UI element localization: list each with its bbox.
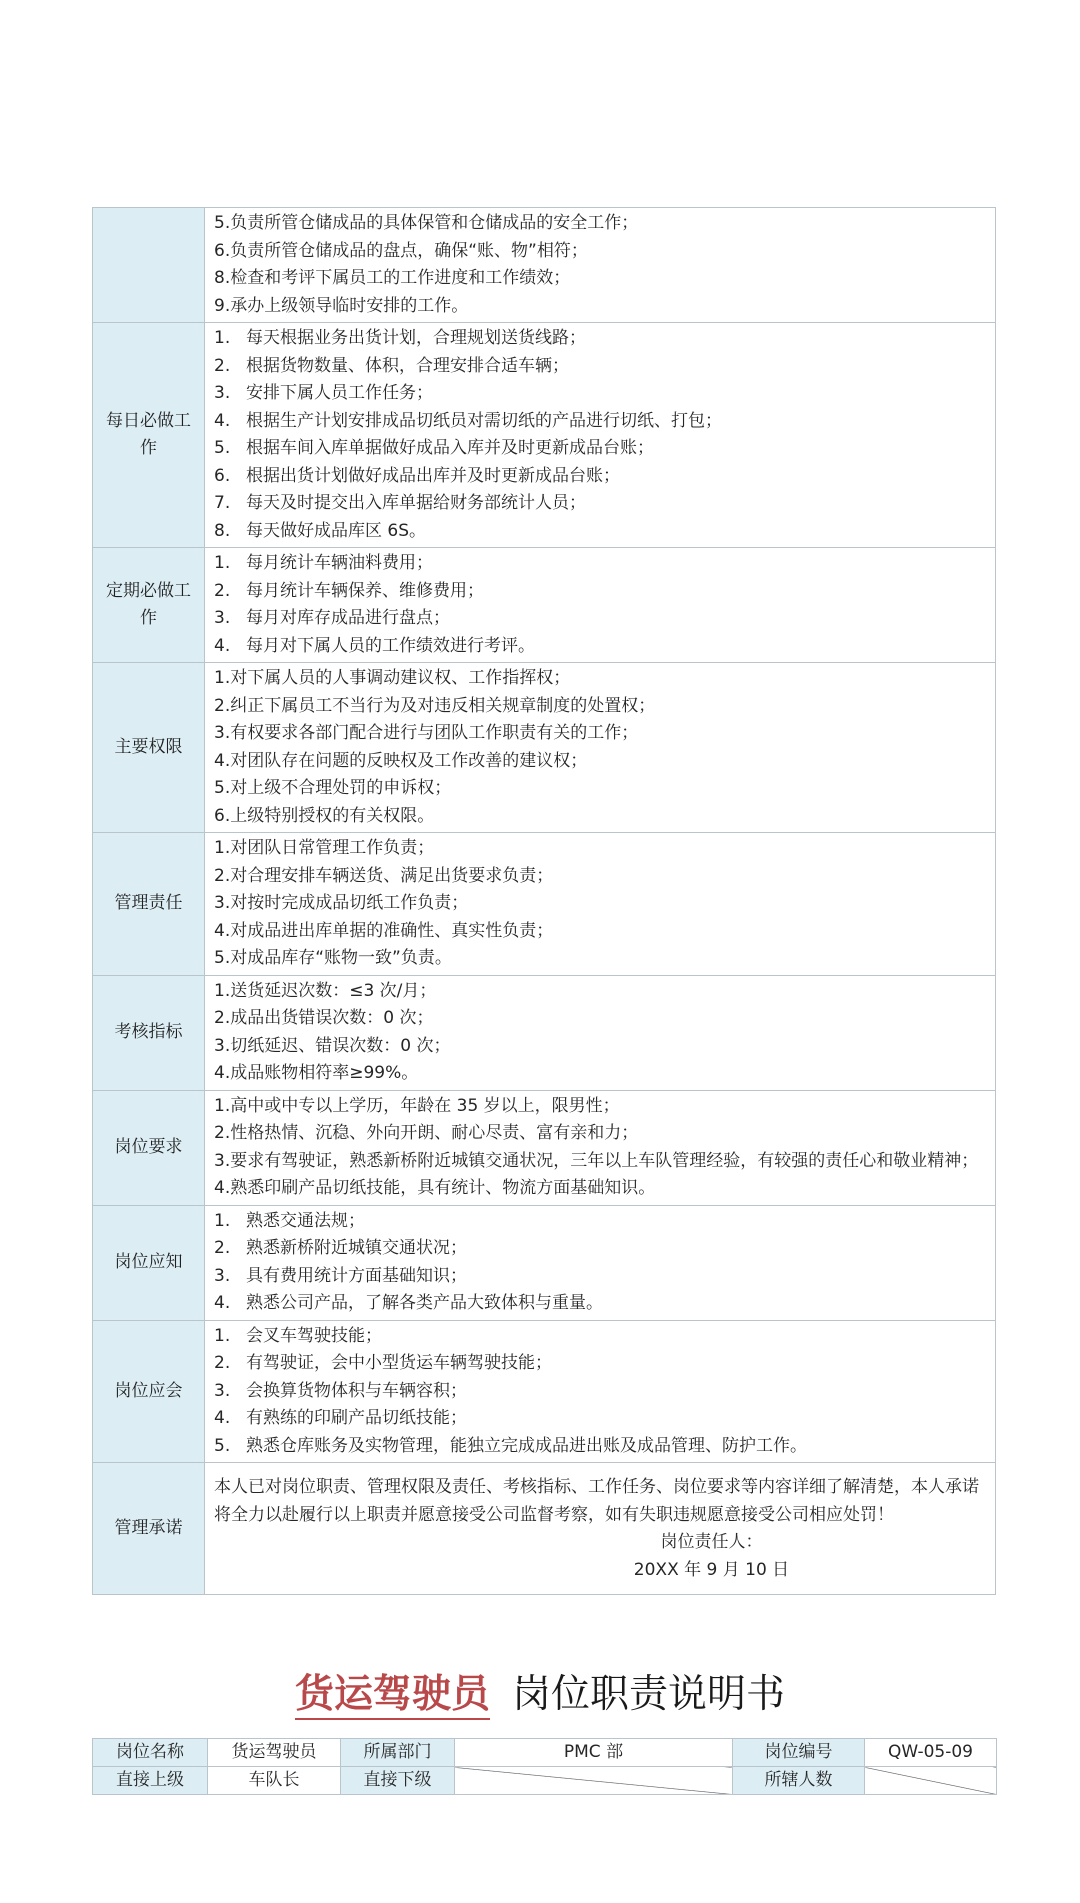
- list-item: 3. 具有费用统计方面基础知识；: [214, 1265, 467, 1286]
- department-label: 所属部门: [341, 1739, 455, 1767]
- list-item: 2.对合理安排车辆送货、满足出货要求负责；: [214, 865, 554, 886]
- headcount-empty: [865, 1767, 997, 1795]
- signer-label: 岗位责任人：: [660, 1532, 763, 1552]
- position-name-label: 岗位名称: [93, 1739, 208, 1767]
- position-name-value: 货运驾驶员: [208, 1739, 341, 1767]
- daily-row: [93, 323, 996, 548]
- list-item: 1.送货延迟次数：≤3 次/月；: [214, 980, 437, 1001]
- list-item: 4.对成品进出库单据的准确性、真实性负责；: [214, 920, 554, 941]
- requirements-label: 岗位要求: [93, 1090, 205, 1205]
- commitment-content: [205, 1463, 996, 1595]
- continuation-row: [93, 208, 996, 323]
- duty-table: [92, 207, 996, 1595]
- list-item: 5.对上级不合理处罚的申诉权；: [214, 778, 452, 798]
- list-item: 2. 根据货物数量、体积，合理安排合适车辆；: [214, 355, 569, 376]
- list-item: 4. 熟悉公司产品，了解各类产品大致体积与重量。: [214, 1293, 603, 1313]
- authority-row: [93, 663, 996, 833]
- responsibility-content: [205, 833, 996, 976]
- list-item: 1.高中或中专以上学历，年龄在 35 岁以上，限男性；: [214, 1095, 620, 1116]
- list-item: 5.对成品库存“账物一致”负责。: [214, 948, 452, 968]
- info-row-1: [93, 1739, 997, 1767]
- periodic-content: [205, 548, 996, 663]
- knowledge-content: [205, 1205, 996, 1320]
- list-item: 1.对团队日常管理工作负责；: [214, 838, 435, 858]
- position-code-label: 岗位编号: [733, 1739, 865, 1767]
- list-item: 1. 每月统计车辆油料费用；: [214, 553, 433, 573]
- list-item: 3.切纸延迟、错误次数：0 次；: [214, 1035, 451, 1056]
- authority-content: [205, 663, 996, 833]
- list-item: 3.要求有驾驶证，熟悉新桥附近城镇交通状况，三年以上车队管理经验，有较强的责任心和敬业精神；: [214, 1150, 979, 1171]
- direct-subordinate-label: 直接下级: [341, 1767, 455, 1795]
- department-value: PMC 部: [455, 1739, 733, 1767]
- commitment-text: 本人已对岗位职责、管理权限及责任、考核指标、工作任务、岗位要求等内容详细了解清楚，本人承诺将全力以赴履行以上职责并愿意接受公司监督考察，如有失职违规愿意接受公司相应处罚！: [214, 1477, 979, 1525]
- info-row-2: [93, 1767, 997, 1795]
- signature-date: 20XX 年 9 月 10 日: [633, 1559, 790, 1580]
- list-item: 9.承办上级领导临时安排的工作。: [214, 295, 469, 316]
- skills-row: [93, 1320, 996, 1463]
- continuation-content: [205, 208, 996, 323]
- continuation-label: [93, 208, 205, 323]
- kpi-content: [205, 975, 996, 1090]
- page-title: [0, 1668, 1080, 1722]
- authority-label: 主要权限: [93, 663, 205, 833]
- list-item: 1. 每天根据业务出货计划，合理规划送货线路；: [214, 328, 586, 348]
- list-item: 4.成品账物相符率≥99%。: [214, 1063, 419, 1083]
- list-item: 2. 有驾驶证，会中小型货运车辆驾驶技能；: [214, 1353, 552, 1373]
- position-info-table: [92, 1738, 997, 1795]
- list-item: 4.对团队存在问题的反映权及工作改善的建议权；: [214, 750, 588, 771]
- list-item: 6.上级特别授权的有关权限。: [214, 805, 435, 826]
- list-item: 8.检查和考评下属员工的工作进度和工作绩效；: [214, 268, 571, 288]
- list-item: 5. 根据车间入库单据做好成品入库并及时更新成品台账；: [214, 438, 654, 458]
- requirements-row: [93, 1090, 996, 1205]
- list-item: 2.纠正下属员工不当行为及对违反相关规章制度的处置权；: [214, 695, 656, 716]
- direct-superior-value: 车队长: [208, 1767, 341, 1795]
- list-item: 2. 熟悉新桥附近城镇交通状况；: [214, 1238, 467, 1258]
- direct-subordinate-empty: [455, 1767, 733, 1795]
- list-item: 2.性格热情、沉稳、外向开朗、耐心尽责、富有亲和力；: [214, 1123, 639, 1143]
- list-item: 3.对按时完成成品切纸工作负责；: [214, 893, 469, 913]
- list-item: 8. 每天做好成品库区 6S。: [214, 520, 427, 541]
- list-item: 5.负责所管仓储成品的具体保管和仓储成品的安全工作；: [214, 213, 639, 233]
- list-item: 1. 熟悉交通法规；: [214, 1210, 365, 1231]
- commitment-label: 管理承诺: [93, 1463, 205, 1595]
- daily-content: [205, 323, 996, 548]
- list-item: 5. 熟悉仓库账务及实物管理，能独立完成成品进出账及成品管理、防护工作。: [214, 1435, 807, 1456]
- list-item: 6. 根据出货计划做好成品出库并及时更新成品台账；: [214, 465, 620, 486]
- commitment-row: [93, 1463, 996, 1595]
- document-title: 岗位职责说明书: [512, 1672, 786, 1717]
- list-item: 3. 会换算货物体积与车辆容积；: [214, 1380, 467, 1401]
- responsibility-row: [93, 833, 996, 976]
- list-item: 7. 每天及时提交出入库单据给财务部统计人员；: [214, 493, 586, 513]
- list-item: 2.成品出货错误次数：0 次；: [214, 1008, 434, 1028]
- kpi-label: 考核指标: [93, 975, 205, 1090]
- daily-label: 每日必做工作: [93, 323, 205, 548]
- list-item: 4. 根据生产计划安排成品切纸员对需切纸的产品进行切纸、打包；: [214, 410, 722, 431]
- skills-label: 岗位应会: [93, 1320, 205, 1463]
- list-item: 4. 每月对下属人员的工作绩效进行考评。: [214, 635, 535, 656]
- headcount-label: 所辖人数: [733, 1767, 865, 1795]
- list-item: 4.熟悉印刷产品切纸技能，具有统计、物流方面基础知识。: [214, 1178, 656, 1198]
- responsibility-label: 管理责任: [93, 833, 205, 976]
- periodic-label: 定期必做工作: [93, 548, 205, 663]
- skills-content: [205, 1320, 996, 1463]
- list-item: 2. 每月统计车辆保养、维修费用；: [214, 580, 484, 601]
- list-item: 6.负责所管仓储成品的盘点，确保“账、物”相符；: [214, 240, 588, 261]
- kpi-row: [93, 975, 996, 1090]
- periodic-row: [93, 548, 996, 663]
- requirements-content: [205, 1090, 996, 1205]
- list-item: 3. 安排下属人员工作任务；: [214, 383, 433, 403]
- knowledge-label: 岗位应知: [93, 1205, 205, 1320]
- knowledge-row: [93, 1205, 996, 1320]
- position-code-value: QW-05-09: [865, 1739, 997, 1767]
- list-item: 1.对下属人员的人事调动建议权、工作指挥权；: [214, 668, 571, 688]
- list-item: 1. 会叉车驾驶技能；: [214, 1325, 382, 1346]
- position-title: 货运驾驶员: [295, 1672, 490, 1720]
- list-item: 4. 有熟练的印刷产品切纸技能；: [214, 1408, 467, 1428]
- direct-superior-label: 直接上级: [93, 1767, 208, 1795]
- list-item: 3. 每月对库存成品进行盘点；: [214, 608, 450, 628]
- list-item: 3.有权要求各部门配合进行与团队工作职责有关的工作；: [214, 723, 639, 743]
